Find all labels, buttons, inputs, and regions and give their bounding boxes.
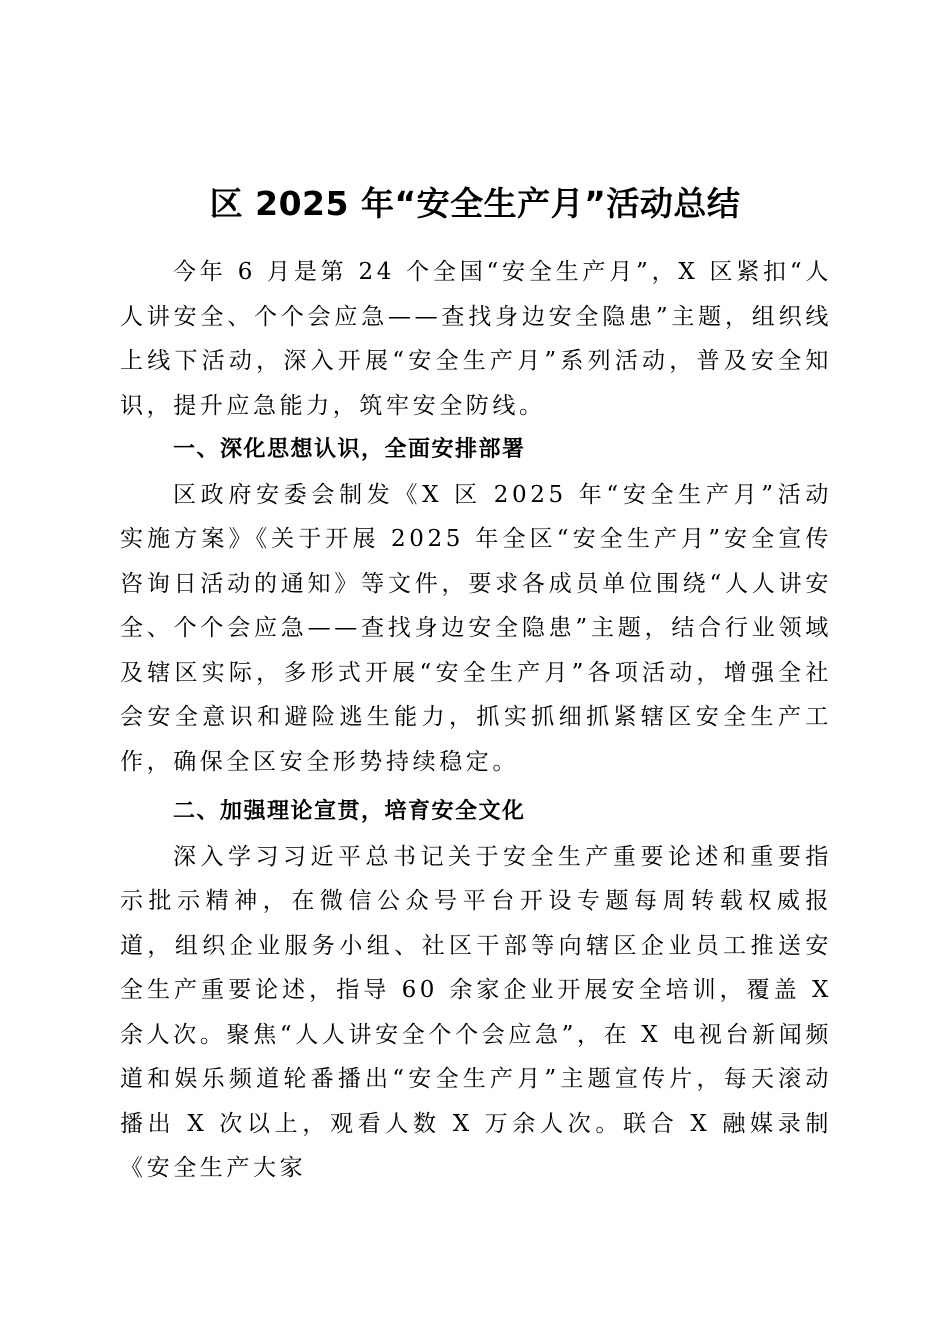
intro-paragraph: 今年 6 月是第 24 个全国“安全生产月”，X 区紧扣“人人讲安全、个个会应急——查找身边安全隐患”主题，组织线上线下活动，深入开展“安全生产月”系列活动，普及安全知识，提升应急能力，筑牢安全防线。 (120, 259, 832, 419)
document-body (120, 250, 832, 1191)
section-heading-2: 二、加强理论宣贯，培育安全文化 (173, 799, 526, 824)
section-heading-1: 一、深化思想认识，全面安排部署 (173, 437, 526, 462)
section-paragraph-1: 区政府安委会制发《X 区 2025 年“安全生产月”活动实施方案》《关于开展 2025 年全区“安全生产月”安全宣传咨询日活动的通知》等文件，要求各成员单位围绕“人人讲安全、个个会应急——查找身边安全隐患”主题，结合行业领域及辖区实际，多形式开展“安全生产月”各项活动，增强全社会安全意识和避险逃生能力，抓实抓细抓紧辖区安全生产工作，确保全区安全形势持续稳定。 (120, 481, 832, 775)
document-title: 区 2025 年“安全生产月”活动总结 (209, 184, 741, 223)
section-paragraph-2: 深入学习习近平总书记关于安全生产重要论述和重要指示批示精神，在微信公众号平台开设专题每周转载权威报道，组织企业服务小组、社区干部等向辖区企业员工推送安全生产重要论述，指导 60 余家企业开展安全培训，覆盖 X 余人次。聚焦“人人讲安全个个会应急”，在 X 电视台新闻频道和娱乐频道轮番播出“安全生产月”主题宣传片，每天滚动播出 X 次以上，观看人数 X 万余人次。联合 X 融媒录制《安全生产大家 (120, 843, 832, 1181)
